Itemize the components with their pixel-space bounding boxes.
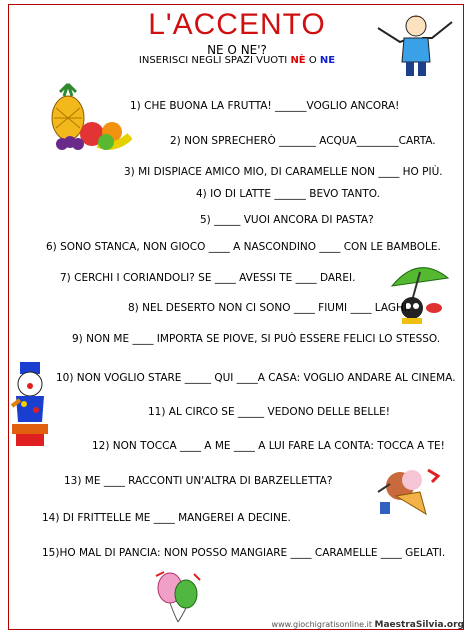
ice-cream-illustration — [374, 462, 446, 518]
exercise-6: 6) SONO STANCA, NON GIOCO ____ A NASCONDINO ____ CON LE BAMBOLE. — [46, 241, 441, 253]
balloons-illustration — [150, 568, 208, 624]
exercise-9: 9) NON ME ____ IMPORTA SE PIOVE, SI PUÒ ESSERE FELICI LO STESSO. — [72, 333, 441, 345]
exercise-15: 15)HO MAL DI PANCIA: NON POSSO MANGIARE ____ CARAMELLE ____ GELATI. — [42, 547, 446, 559]
exercise-12: 12) NON TOCCA ____ A ME ____ A LUI FARE LA CONTA: TOCCA A TE! — [92, 440, 445, 452]
option-separator: O — [308, 55, 317, 66]
exercise-10: 10) NON VOGLIO STARE _____ QUI ____A CASA: VOGLIO ANDARE AL CINEMA. — [56, 372, 456, 384]
subtitle: NE O NE'? — [207, 43, 267, 57]
exercise-4: 4) IO DI LATTE ______ BEVO TANTO. — [196, 188, 380, 200]
page-title: L'ACCENTO — [148, 8, 326, 41]
exercise-2: 2) NON SPRECHERÒ _______ ACQUA________CARTA. — [170, 135, 436, 147]
fruit-basket-illustration — [42, 80, 132, 152]
cheering-kid-illustration — [370, 8, 460, 80]
exercise-1: 1) CHE BUONA LA FRUTTA! ______VOGLIO ANCORA! — [130, 100, 400, 112]
instruction-text: INSERISCI NEGLI SPAZI VUOTI — [138, 55, 288, 66]
exercise-8: 8) NEL DESERTO NON CI SONO ____ FIUMI ____ LAGHI. — [128, 302, 411, 314]
exercise-7: 7) CERCHI I CORIANDOLI? SE ____ AVESSI TE ____ DAREI. — [60, 272, 356, 284]
option-ne: NE — [319, 55, 336, 66]
exercise-3: 3) MI DISPIACE AMICO MIO, DI CARAMELLE NON ____ HO PIÙ. — [124, 166, 443, 178]
exercise-5: 5) _____ VUOI ANCORA DI PASTA? — [200, 214, 374, 226]
exercise-13: 13) ME ____ RACCONTI UN'ALTRA DI BARZELLETTA? — [64, 475, 333, 487]
clown-illustration — [6, 360, 56, 448]
exercise-14: 14) DI FRITTELLE ME ____ MANGEREI A DECINE. — [42, 512, 291, 524]
footer-site: www.giochigratisonline.it — [271, 620, 372, 629]
option-ne-accent: NÈ — [290, 55, 306, 66]
exercise-11: 11) AL CIRCO SE _____ VEDONO DELLE BELLE! — [148, 406, 390, 418]
footer-brand: MaestraSilvia.org — [374, 620, 464, 630]
umbrella-illustration — [388, 258, 452, 328]
footer — [272, 620, 464, 630]
